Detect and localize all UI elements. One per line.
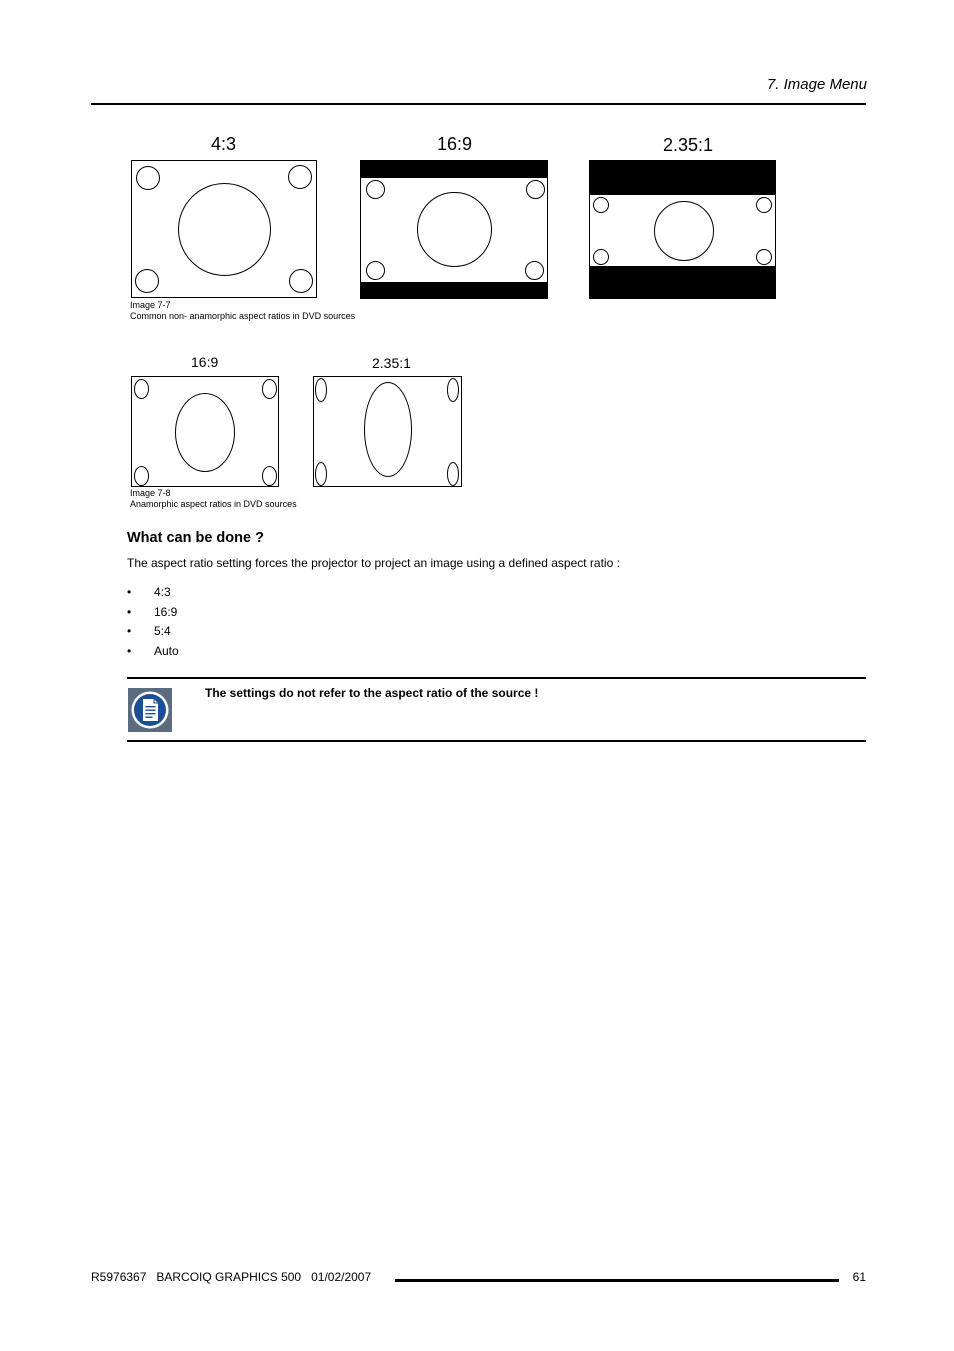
list-item: [127, 644, 179, 664]
aspect-frame-16-9: [360, 160, 548, 299]
section-heading: What can be done ?: [127, 530, 264, 546]
list-item: [127, 624, 179, 644]
section-body: The aspect ratio setting forces the projector to project an image using a defined aspect ratio :: [127, 556, 620, 570]
list-item-text: 4:3: [154, 585, 171, 599]
caption-id: Image 7-7: [130, 300, 171, 310]
center-circle: [417, 192, 492, 267]
figure-caption: [130, 488, 297, 510]
aspect-ratio-list: [127, 585, 179, 663]
panel-label-2-35-1: 2.35:1: [372, 355, 411, 371]
corner-circle: [525, 261, 544, 280]
corner-circle: [593, 249, 609, 265]
panel-label-16-9: 16:9: [437, 134, 473, 154]
center-ellipse: [364, 382, 412, 477]
corner-ellipse: [447, 378, 459, 402]
corner-circle: [593, 197, 609, 213]
corner-ellipse: [134, 466, 149, 486]
footer-divider: [395, 1279, 839, 1282]
anamorphic-frame-16-9: [131, 376, 279, 487]
center-circle: [178, 183, 271, 276]
note-text: The settings do not refer to the aspect ratio of the source !: [205, 686, 539, 700]
bullet: •: [127, 604, 132, 619]
document-note-icon: [128, 688, 172, 732]
panel-label-2-35-1: 2.35:1: [663, 135, 714, 155]
letterbox-bar-top: [361, 161, 547, 178]
corner-circle: [289, 269, 313, 293]
corner-circle: [366, 180, 385, 199]
center-ellipse: [175, 393, 235, 472]
letterbox-bar-bottom: [361, 282, 547, 298]
aspect-frame-2-35-1: [589, 160, 776, 299]
bullet: •: [127, 585, 132, 599]
caption-id: Image 7-8: [130, 488, 171, 498]
corner-circle: [756, 197, 772, 213]
aspect-frame-4-3: [131, 160, 317, 298]
corner-circle: [366, 261, 385, 280]
footer-doc-info: R5976367 BARCOIQ GRAPHICS 500 01/02/2007: [91, 1270, 372, 1284]
note-divider-bottom: [127, 740, 866, 742]
corner-ellipse: [262, 379, 277, 399]
corner-circle: [136, 166, 160, 190]
page-number: 61: [852, 1270, 866, 1284]
figure-caption: [130, 300, 355, 322]
corner-ellipse: [315, 378, 327, 402]
corner-ellipse: [262, 466, 277, 486]
list-item: [127, 605, 179, 625]
center-circle: [654, 201, 714, 261]
panel-label-16-9: 16:9: [191, 354, 219, 370]
caption-text: Anamorphic aspect ratios in DVD sources: [130, 499, 297, 509]
caption-text: Common non- anamorphic aspect ratios in DVD sources: [130, 311, 356, 321]
header-divider: [91, 103, 866, 105]
bullet: •: [127, 643, 132, 658]
letterbox-bar-top: [590, 161, 775, 195]
list-item: [127, 585, 179, 605]
panel-label-4-3: 4:3: [211, 134, 237, 154]
corner-ellipse: [134, 379, 149, 399]
anamorphic-frame-2-35-1: [313, 376, 462, 487]
bullet: •: [127, 624, 132, 638]
chapter-title: 7. Image Menu: [766, 76, 867, 93]
corner-ellipse: [315, 462, 327, 486]
corner-circle: [288, 165, 312, 189]
corner-circle: [756, 249, 772, 265]
corner-ellipse: [447, 462, 459, 486]
list-item-text: 5:4: [154, 624, 171, 638]
letterbox-bar-bottom: [590, 266, 775, 298]
corner-circle: [526, 180, 545, 199]
corner-circle: [135, 269, 159, 293]
note-divider-top: [127, 677, 866, 679]
list-item-text: 16:9: [154, 604, 178, 619]
list-item-text: Auto: [154, 643, 179, 658]
